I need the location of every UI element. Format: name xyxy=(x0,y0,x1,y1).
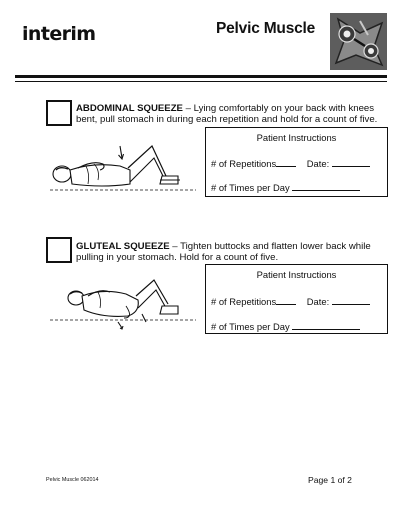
pelvic-muscle-graphic-icon xyxy=(330,13,387,70)
logo-text: interim xyxy=(22,23,96,45)
exercise-name: ABDOMINAL SQUEEZE xyxy=(76,103,183,114)
patient-instructions-box-1 xyxy=(205,127,388,197)
abdominal-squeeze-checkbox[interactable] xyxy=(46,100,72,126)
repetitions-row xyxy=(211,157,370,169)
repetitions-row xyxy=(211,295,370,307)
times-per-day-field[interactable] xyxy=(292,320,360,330)
interim-logo xyxy=(20,17,96,47)
date-field[interactable] xyxy=(332,157,370,167)
header-rule-thick xyxy=(15,75,387,78)
repetitions-label: # of Repetitions xyxy=(211,158,277,169)
instructions-heading: Patient Instructions xyxy=(256,269,337,280)
person-lying-gluteal-squeeze-icon xyxy=(48,276,198,328)
instructions-heading: Patient Instructions xyxy=(256,132,337,143)
exercise-text: – Lying comfortably on your back with knees bent, pull stomach in during each repetition and hold for a count of five. xyxy=(76,103,378,125)
page-title: Pelvic Muscle xyxy=(216,20,316,37)
times-per-day-row xyxy=(211,181,360,193)
page-number: Page 1 of 2 xyxy=(308,475,352,485)
abdominal-squeeze-description xyxy=(76,103,391,125)
times-label: # of Times per Day xyxy=(211,321,290,332)
patient-instructions-box-2 xyxy=(205,264,388,334)
exercise-text: – Tighten buttocks and flatten lower back while pulling in your stomach. Hold for a count of five. xyxy=(76,241,371,263)
times-label: # of Times per Day xyxy=(211,182,290,193)
repetitions-field[interactable] xyxy=(276,295,296,305)
gluteal-squeeze-description xyxy=(76,241,391,263)
repetitions-field[interactable] xyxy=(276,157,296,167)
date-label: Date: xyxy=(306,296,330,307)
header-rule-thin xyxy=(15,81,387,82)
date-field[interactable] xyxy=(332,295,370,305)
person-lying-knees-bent-icon xyxy=(48,140,198,192)
gluteal-squeeze-checkbox[interactable] xyxy=(46,237,72,263)
date-label: Date: xyxy=(306,158,330,169)
document-code: Pelvic Muscle 062014 xyxy=(46,477,99,483)
times-per-day-row xyxy=(211,320,360,332)
exercise-name: GLUTEAL SQUEEZE xyxy=(76,241,170,252)
repetitions-label: # of Repetitions xyxy=(211,296,277,307)
times-per-day-field[interactable] xyxy=(292,181,360,191)
